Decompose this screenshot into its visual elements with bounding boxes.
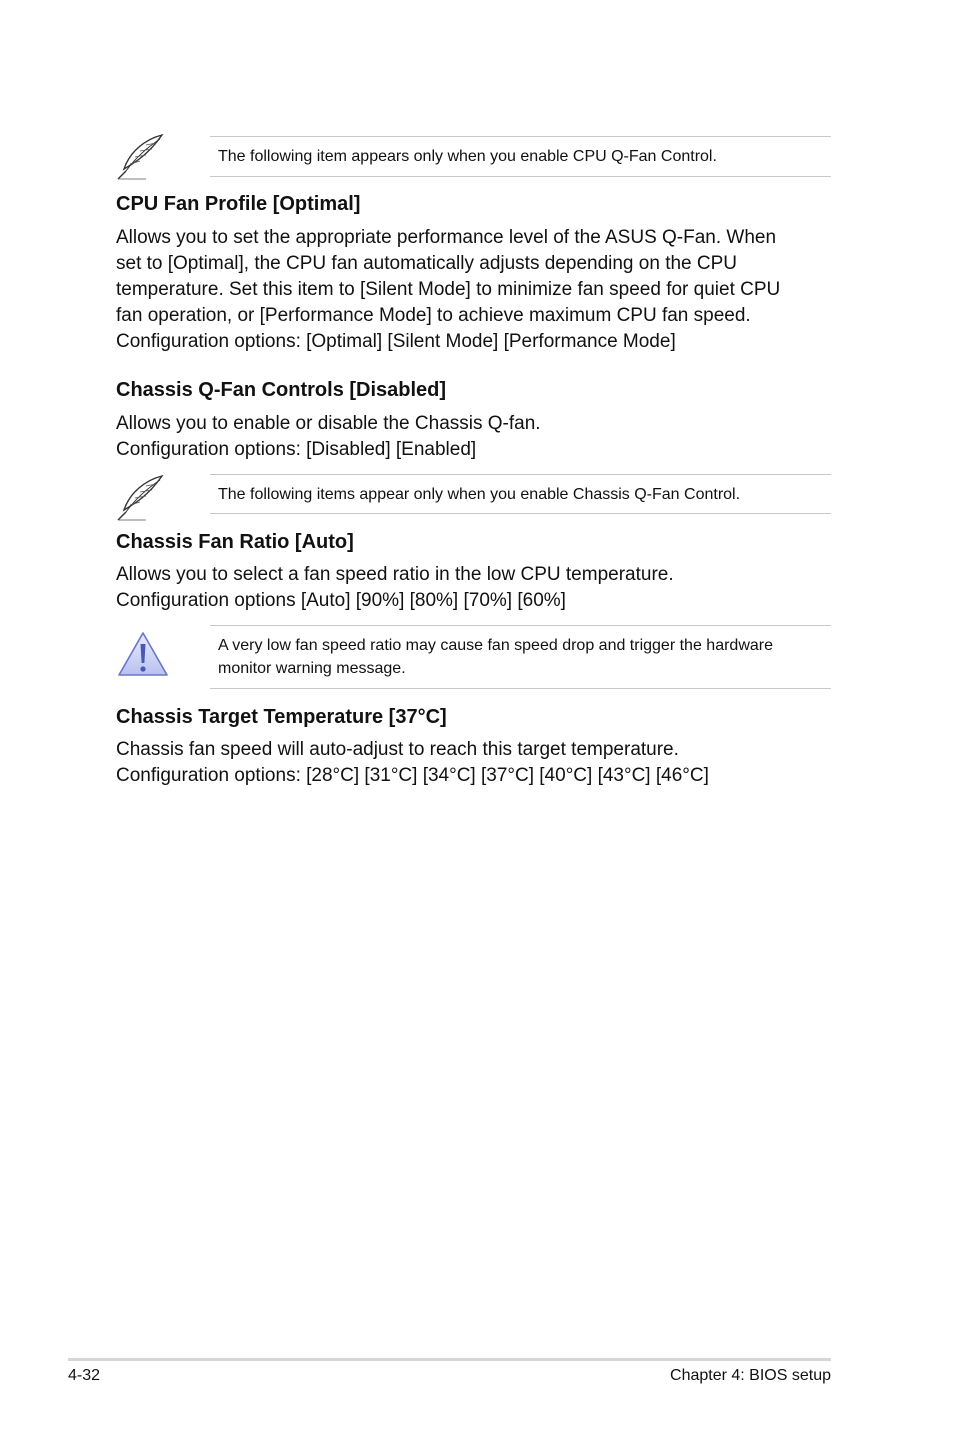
paragraph-cpu-fan-profile: Allows you to set the appropriate performance level of the ASUS Q-Fan. When set to [Optimal], the CPU fan automatically adjusts depending on the CPU temperature. Set this item to [Silent Mode] to minimize fan speed for quiet CPU fan operation, or [Performance Mode] to achieve maximum CPU fan speed.: [116, 227, 781, 326]
warning-note-fan-ratio: [116, 624, 831, 690]
page-number: 4-32: [68, 1367, 101, 1384]
paragraph-chassis-fan-ratio: Allows you to select a fan speed ratio in the low CPU temperature.: [116, 564, 674, 585]
note-cpu-qfan: [116, 133, 831, 179]
note-box: [210, 136, 831, 177]
heading-chassis-qfan-controls: Chassis Q-Fan Controls [Disabled]: [116, 379, 447, 401]
heading-cpu-fan-profile: CPU Fan Profile [Optimal]: [116, 193, 361, 215]
options-chassis-qfan-controls: Configuration options: [Disabled] [Enabled]: [116, 439, 477, 460]
note-chassis-qfan: [116, 472, 831, 522]
heading-chassis-fan-ratio: Chassis Fan Ratio [Auto]: [116, 531, 354, 553]
note-text: The following item appears only when you enable CPU Q-Fan Control.: [218, 148, 717, 165]
footer-divider: [68, 1358, 831, 1361]
paragraph-chassis-qfan-controls: Allows you to enable or disable the Chassis Q-fan.: [116, 413, 541, 434]
chapter-title: Chapter 4: BIOS setup: [670, 1367, 831, 1384]
heading-chassis-target-temperature: Chassis Target Temperature [37°C]: [116, 706, 447, 728]
feather-pen-icon: [116, 474, 168, 522]
feather-pen-icon: [116, 133, 168, 181]
options-chassis-target-temperature: Configuration options: [28°C] [31°C] [34°C] [37°C] [40°C] [43°C] [46°C]: [116, 765, 709, 786]
options-chassis-fan-ratio: Configuration options [Auto] [90%] [80%] [70%] [60%]: [116, 590, 566, 611]
warning-triangle-icon: [116, 630, 170, 678]
note-text: A very low fan speed ratio may cause fan speed drop and trigger the hardware monitor warning message.: [218, 637, 773, 677]
note-box: [210, 474, 831, 514]
paragraph-chassis-target-temperature: Chassis fan speed will auto-adjust to reach this target temperature.: [116, 739, 679, 760]
note-box: [210, 625, 831, 689]
options-cpu-fan-profile: Configuration options: [Optimal] [Silent Mode] [Performance Mode]: [116, 331, 676, 352]
note-text: The following items appear only when you enable Chassis Q-Fan Control.: [218, 485, 741, 503]
